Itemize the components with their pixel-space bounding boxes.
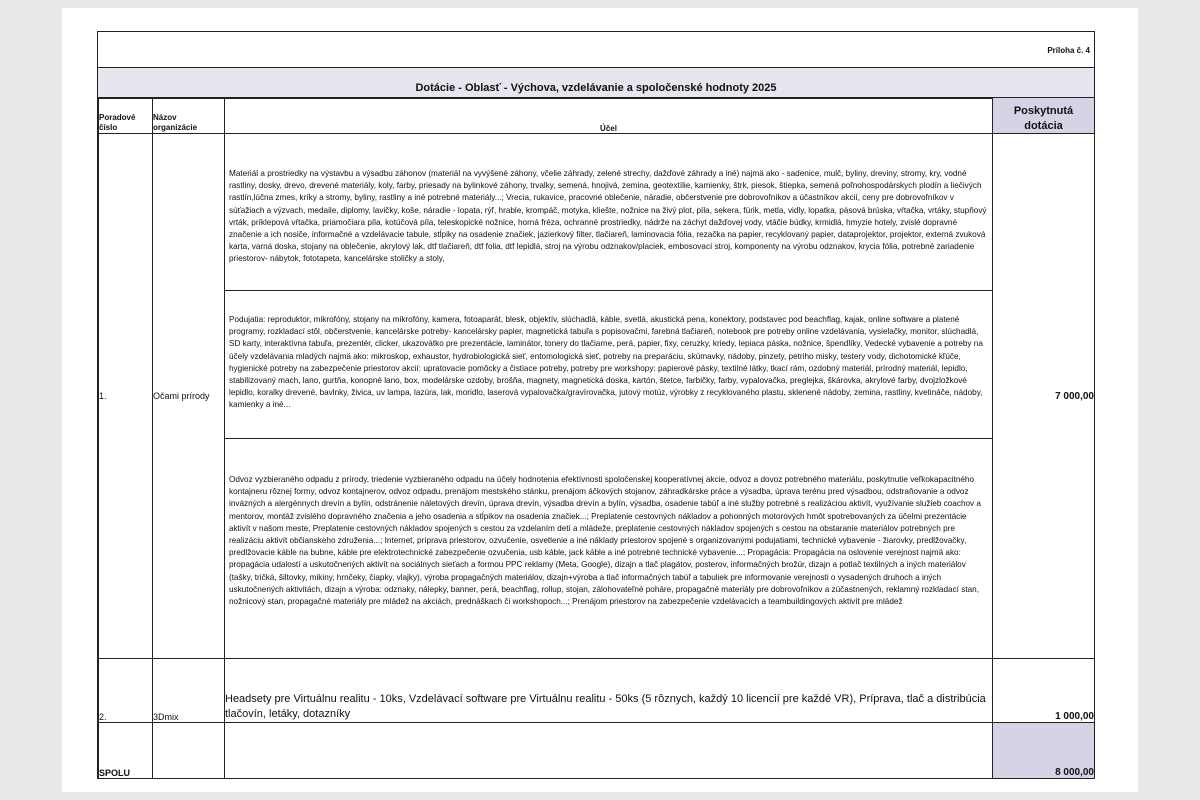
annex-label: Príloha č. 4 <box>1047 46 1090 55</box>
header-row <box>99 98 1095 134</box>
purpose-text: Headsety pre Virtuálnu realitu - 10ks, Vzdelávací software pre Virtuálnu realitu - 50ks (5 rôznych, každý 10 licencií pre každé VR), Príprava, tlač a distribúcia tlačovín, letáky, dotazníky <box>225 659 993 723</box>
document-page <box>62 8 1138 792</box>
total-amount: 8 000,00 <box>993 723 1095 779</box>
table-row <box>99 134 1095 659</box>
organization-name: 3Dmix <box>153 659 225 723</box>
row-number: 2. <box>99 659 153 723</box>
header-organization: Názov organizácie <box>153 98 225 134</box>
table-frame <box>97 31 1095 779</box>
header-purpose: Účel <box>225 98 993 134</box>
header-grant: Poskytnutá dotácia <box>993 98 1095 134</box>
purpose-cell <box>225 134 993 659</box>
title-bar <box>98 67 1094 99</box>
total-label: SPOLU <box>99 723 153 779</box>
header-order-number: Poradové číslo <box>99 98 153 134</box>
grant-amount: 7 000,00 <box>993 134 1095 659</box>
purpose-paragraph: Materiál a prostriedky na výstavbu a výsadbu záhonov (materiál na vyvýšené záhony, včelie záhrady, zelené strechy, dažďové záhrady a iné) najmä ako - sadenice, mulč, byliny, dreviny, stromy, kry, vodné rastliny, dosky, drevo, drevené materiály, koly, farby, priesady na bylinkové záhony, trvalky, semená, hnojivá, zemina, geotextílie, kamienky, štrk, piesok, štiepka, semená poľnohospodárskych plodín a liečivých rastlín,lúčna zmes, kríky a stromy, byliny, rastliny a iné potrebné materiály...; Vrecia, rukavice, pracovné oblečenie, náradie, občerstvenie pre dobrovoľníkov a účastníkov akcií, ceny pre dobrovoľníkov v súťažiach a výzvach, medaile, diplomy, lavičky, koše, náradie - lopata, rýľ, hrable, krompáč, motyka, kliešte, nožnice na živý plot, píla, sekera, fúrik, metla, vidly, lopatka, pásová brúska, vŕtačka, vrtáky, stupňový vrták, príklepová vŕtačka, priamočiara píla, kotúčová píla, teleskopické nožnice, horná fréza, ochranné prostriedky, nádrže na záchyt dažďovej vody, vtáčie búdky, krmidlá, hmyzie hotely, zvislé dopravné značenie a ich nosiče, informačné a vzdelávacie tabule, stĺpiky na osadenie značiek, jazierkový filter, tlačiareň, laminovacia fólia, rezačka na papier, recyklovaný papier, dataprojektor, projektor, externá zvuková karta, varná doska, stojany na oblečenie, akrylový lak, dtf tlačiareň, dtf folia, dtf lepidlá, stroj na výrobu odznakov/placiek, embosovací stroj, komponenty na výrobu odznakov, krycia fólia, potrebné zariadenie priestorov- nábytok, fototapeta, kancelárske stoličky a stoly, <box>225 134 992 291</box>
total-row <box>99 723 1095 779</box>
organization-name: Očami prírody <box>153 134 225 659</box>
table-row <box>99 659 1095 723</box>
purpose-paragraph: Podujatia: reproduktor, mikrofóny, stojany na mikrofóny, kamera, fotoaparát, blesk, objektív, slúchadlá, káble, svetlá, akustická pena, konektory, podstavec pod beachflag, kajak, online software a platené programy, rozkladací stôl, občerstvenie, kancelárske potreby- kancelársky papier, magnetická tabuľa s popisovačmi, farebná tlačiareň, notebook pre potreby online vzdelávania, vysielačky, monitor, slúchadlá, SD karty, interaktívna tabuľa, prezentér, clicker, ukazovátko pre prezentácie, laminátor, tonery do tlačiarne, perá, papier, fixy, ceruzky, kriedy, lepiaca páska, nožnice, špendlíky, Vedecké vybavenie a potreby na účely vzdelávania mladých najmä ako: mikroskop, exhaustor, hydrobiologická sieť, entomologická sieť, potreby na preparáciu, skúmavky, nádoby, pinzety, petriho misky, testery vody, dichotomické kľúče, hygienické potreby na zabezpečenie priestorov akcií: upratovacie pomôcky a čistiace potreby, potreby pre workshopy: papierové pásky, textilné látky, tkací rám, ozdobný materiál, prírodný materiál, lepidlo, stabilizovaný mach, lano, gurtňa, konopné lano, box, modelárske ozdoby, brošňa, magnety, magnetická doska, kartón, štetce, farbičky, farby, vypalovačka, preglejka, škárovka, akrylové farby, dvojzložkové lepidlo, koralky drevené, bavlnky, živica, uv lampa, lazúra, lak, moridlo, laserová vypalovačka/gravírovačka, jutový motúz, výrobky z recyklovaného plastu, sklenené nádoby, zemina, rastliny, kvetináče, nádoby, kamienky a iné... <box>225 291 992 439</box>
document-title: Dotácie - Oblasť - Výchova, vzdelávanie a spoločenské hodnoty 2025 <box>415 82 777 94</box>
purpose-paragraph: Odvoz vyzbieraného odpadu z prírody, triedenie vyzbieraného odpadu na účely hodnotenia efektívnosti spoločenskej kooperatívnej akcie, odvoz a dovoz potrebného materiálu, poskytnutie veľkokapacitného kontajneru rôznej formy, odvoz kontajnerov, odvoz odpadu, prenájom mestského stánku, prenájom áčkových stojanov, záhradkárske práce a výsadba, úprava terénu pred výsadbou, odstraňovanie a odvoz invázných a alergénnych drevín a bylín, odstránenie náletových drevín, úprava drevín, výsadba drevín a bylín, výsadba, osadenie tabúľ a iné služby potrebné s realizáciou aktivít, využívanie služieb coachov a mentorov, montáž zvislého dopravného značenia a jeho osadenia a stĺpikov na osadenia značiek...; Preplatenie cestovných nákladov a pohonných motorových hmôt spotrebovaných za účelmi prezentácie aktivít v našom meste, Preplatenie cestovných nákladov spojených s cestou za vzdelaním detí a mládeže, preplatenie cestovných nákladov spojených s cestou na obstaranie materiálov potrebných pre realizáciu aktivít občianskeho združenia...; Internet, príprava priestorov, ozvučenie, osvetlenie a iné náklady priestorov spojené s organizovanými podujatiami, technické vybavenie - žiarovky, predlžovačky, predlžovacie káble na bubne, káble pre elektrotechnické zabezpečenie ozvučenia, usb káble, jack káble a iné potrebné technické vybavenie...; Propagácia: Propagácia na oslovenie verejnost najmä ako: propagácia udalostí a uskutočnených aktivít na sociálnych sieťach a formou PPC reklamy (Meta, Google), dizajn a tlač plagátov, posterov, informačných brožúr, dizajn a potlač textilných a iných materiálov (tašky, tričká, šiltovky, mikiny, hrnčeky, čiapky, vlajky), výroba propagačných materiálov, dizajn+výroba a tlač informačných tabúľ a tabuliek pre informovanie verejnosti o vysadených druhoch a iných uskutočnených aktivitách, dizajn a výroba: odznaky, nálepky, banner, perá, beachflag, rollup, stojan, zálohovateľné poháre, propagačné materiály pre dobrovoľníkov a zúčastnených, reklamný rozkladací stan, nožnicový stan, propagačné materiály pre mládež na akciách, prednáškach či workshopoch...; Prenájom priestorov na zabezpečenie vzdelávacích a teambuildingových aktivít pre mládež <box>229 475 981 607</box>
row-number: 1. <box>99 134 153 659</box>
grants-table <box>98 97 1095 779</box>
grant-amount: 1 000,00 <box>993 659 1095 723</box>
